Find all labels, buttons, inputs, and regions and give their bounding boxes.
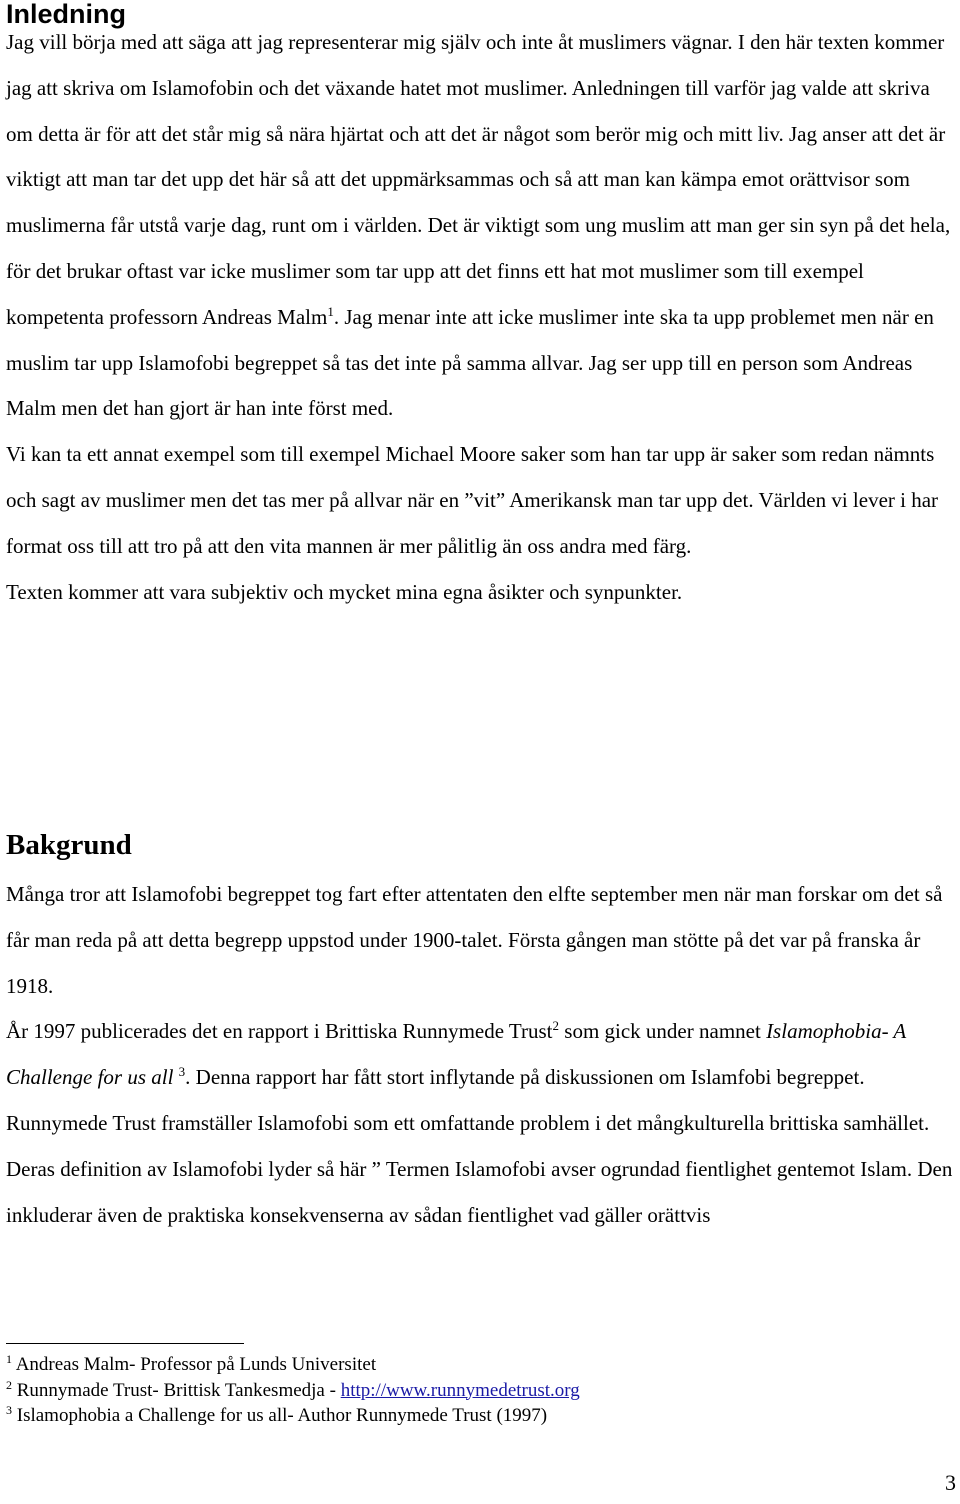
intro-paragraph-3: Texten kommer att vara subjektiv och mycket mina egna åsikter och synpunkter. xyxy=(6,579,683,604)
section-background-body xyxy=(6,872,954,1238)
section-heading-inledning: Inledning xyxy=(6,0,126,29)
intro-paragraph-1 xyxy=(6,20,954,432)
intro-paragraph-1-text: Jag vill börja med att säga att jag representerar mig själv och inte åt muslimers vägnar. I den här texten kommer jag att skriva om Islamofobin och det växande hatet mot muslimer. Anledningen till varför jag valde att skriva om detta är för att det står mig så nära hjärtat och att det är något som berör mig och mitt liv. Jag anser att det är viktigt att man tar det upp det här så att det uppmärksammas och så att man kan kämpa emot orättvisor som muslimerna får utstå varje dag, runt om i världen. Det är viktigt som ung muslim att man ger sin syn på det hela, för det brukar oftast var icke muslimer som tar upp att det finns ett hat mot muslimer som till exempel kompetenta professorn Andreas Malm xyxy=(6,30,951,329)
page-number: 3 xyxy=(945,1470,956,1495)
footnote-text: Runnymade Trust- Brittisk Tankesmedja - xyxy=(16,1379,341,1401)
section-intro-body xyxy=(6,20,954,615)
footnote-number: 1 xyxy=(6,1352,12,1366)
footnote-number: 3 xyxy=(6,1403,12,1417)
intro-paragraph-2: Vi kan ta ett annat exempel som till exempel Michael Moore saker som han tar upp är saker som redan nämnts och sagt av muslimer men det tas mer på allvar när en ”vit” Amerikansk man tar upp det. Världen vi lever i har format oss till att tro på att den vita mannen är mer pålitlig än oss andra med färg. xyxy=(6,442,939,558)
footnote-text: Islamophobia a Challenge for us all- Author Runnymede Trust (1997) xyxy=(16,1405,548,1426)
intro-paragraph-1-period: . xyxy=(333,304,340,329)
footnote-3 xyxy=(6,1403,580,1429)
footnote-ref-1[interactable]: 1 xyxy=(327,303,334,319)
footnote-text: Andreas Malm- Professor på Lunds Universitet xyxy=(15,1354,377,1375)
footnote-ref-2[interactable]: 2 xyxy=(552,1018,560,1034)
runnymede-link[interactable]: http://www.runnymedetrust.org xyxy=(340,1379,580,1401)
report-title: Islamophobia- A Challenge for us all xyxy=(6,1019,906,1090)
background-paragraph-2-start: År 1997 publicerades det en rapport i Brittiska Runnymede Trust xyxy=(6,1019,553,1044)
footnote-1 xyxy=(6,1352,580,1378)
footnote-number: 2 xyxy=(6,1377,12,1392)
footnote-ref-3[interactable]: 3 xyxy=(178,1064,186,1080)
background-paragraph-2-mid: som gick under namnet xyxy=(559,1019,767,1044)
background-paragraph-2 xyxy=(6,1009,954,1238)
footnotes xyxy=(6,1352,580,1429)
section-heading-bakgrund: Bakgrund xyxy=(6,829,132,861)
background-paragraph-1: Många tror att Islamofobi begreppet tog fart efter attentaten den elfte september men när man forskar om det så får man reda på att detta begrepp uppstod under 1900-talet. Första gången man stötte på det var på franska år 1918. xyxy=(6,882,943,998)
footnote-separator xyxy=(6,1343,244,1344)
intro-paragraph-1-continued: Jag menar inte att icke muslimer inte ska ta upp problemet men när en muslim tar upp Islamofobi begreppet så tas det inte på samma allvar. Jag ser upp till en person som Andreas Malm men det han gjort är han inte först med. xyxy=(6,304,934,421)
footnote-2 xyxy=(6,1378,580,1404)
background-paragraph-2-end: . Denna rapport har fått stort inflytande på diskussionen om Islamfobi begreppet. Runnymede Trust framställer Islamofobi som ett omfattande problem i det mångkulturella brittiska samhället. Deras definition av Islamofobi lyder så här ” Termen Islamofobi avser ogrundad fientlighet gentemot Islam. Den inkluderar även de praktiska konsekvenserna av sådan fientlighet vad gäller orättvis xyxy=(6,1065,953,1227)
